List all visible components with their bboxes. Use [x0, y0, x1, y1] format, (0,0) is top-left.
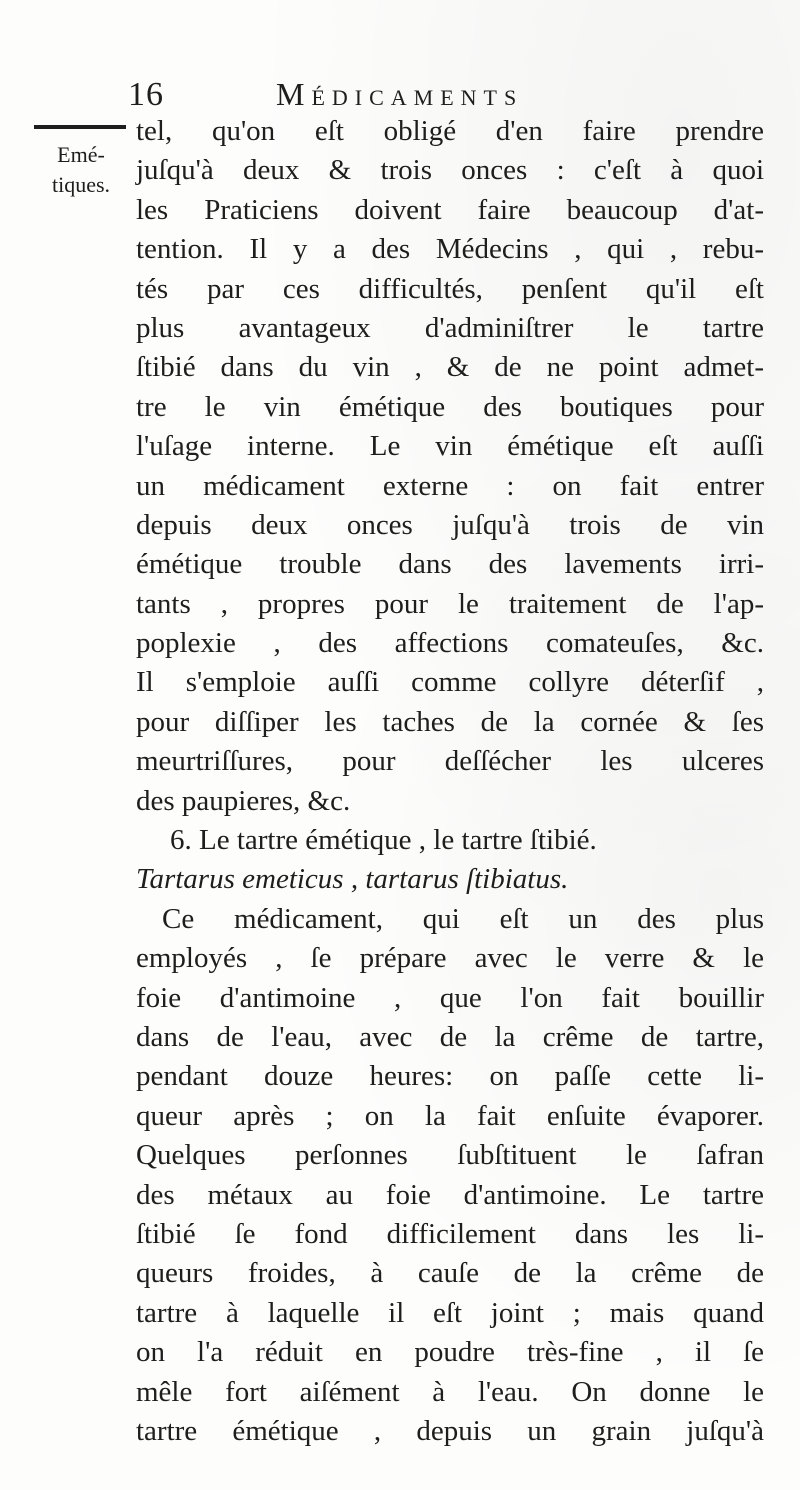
text-line: tartre émétique , depuis un grain juſqu'à: [136, 1414, 764, 1447]
text-line: Ce médicament, qui eſt un des plus: [162, 902, 764, 935]
text-line: employés , ſe prépare avec le verre & le: [136, 942, 764, 975]
text-line: juſqu'à deux & trois onces : c'eſt à quoi: [136, 154, 764, 187]
page-number: 16: [128, 76, 164, 113]
body-text: [136, 112, 764, 1451]
text-line: tention. Il y a des Médecins , qui , rebu-: [136, 233, 764, 266]
text-line: émétique trouble dans des lavements irri-: [136, 548, 764, 581]
text-line: ſtibié dans du vin , & de ne point admet-: [136, 351, 764, 384]
text-line: mêle fort aiſément à l'eau. On donne le: [136, 1375, 764, 1408]
text-line: on l'a réduit en poudre très-fine , il ſe: [136, 1336, 764, 1369]
margin-note-line: tiques.: [51, 172, 111, 197]
text-line: queur après ; on la fait enſuite évaporer.: [136, 1099, 764, 1132]
text-line: tre le vin émétique des boutiques pour: [136, 390, 764, 423]
text-line: tants , propres pour le traitement de l'ap-: [136, 587, 764, 620]
text-line: depuis deux onces juſqu'à trois de vin: [136, 508, 764, 541]
latin-name: Tartarus emeticus , tartarus ſtibiatus.: [136, 863, 569, 896]
text-line: un médicament externe : on fait entrer: [136, 469, 764, 502]
text-line: poplexie , des affections comateuſes, &c.: [136, 627, 764, 660]
text-line: meurtriſſures, pour deſſécher les ulceres: [136, 745, 764, 778]
margin-note-line: Emé-: [57, 142, 105, 167]
text-line: tel, qu'on eſt obligé d'en faire prendre: [136, 115, 764, 147]
text-line: tartre à laquelle il eſt joint ; mais quand: [136, 1296, 764, 1329]
margin-note: [36, 140, 126, 200]
text-line: Quelques perſonnes ſubſtituent le ſafran: [136, 1139, 764, 1172]
text-line: tés par ces difficultés, penſent qu'il eſt: [136, 272, 764, 305]
text-line: des métaux au foie d'antimoine. Le tartre: [136, 1178, 764, 1211]
text-line: pour diſſiper les taches de la cornée & ſes: [136, 705, 764, 738]
running-title: Médicaments: [276, 76, 524, 112]
text-line: l'uſage interne. Le vin émétique eſt auſſi: [136, 430, 764, 463]
text-line: dans de l'eau, avec de la crême de tartre,: [136, 1020, 764, 1053]
text-line: plus avantageux d'adminiſtrer le tartre: [136, 311, 764, 344]
text-line: ſtibié ſe fond difficilement dans les li-: [136, 1217, 764, 1250]
text-line: pendant douze heures: on paſſe cette li-: [136, 1060, 764, 1093]
section-heading: 6. Le tartre émétique , le tartre ſtibié.: [170, 824, 597, 857]
text-line: des paupieres, &c.: [136, 784, 351, 817]
text-line: Il s'emploie auſſi comme collyre déterſif ,: [136, 666, 764, 699]
margin-rule: [34, 125, 126, 129]
text-line: queurs froides, à cauſe de la crême de: [136, 1257, 764, 1290]
text-line: les Praticiens doivent faire beaucoup d'at-: [136, 193, 764, 226]
text-line: foie d'antimoine , que l'on fait bouillir: [136, 981, 764, 1014]
